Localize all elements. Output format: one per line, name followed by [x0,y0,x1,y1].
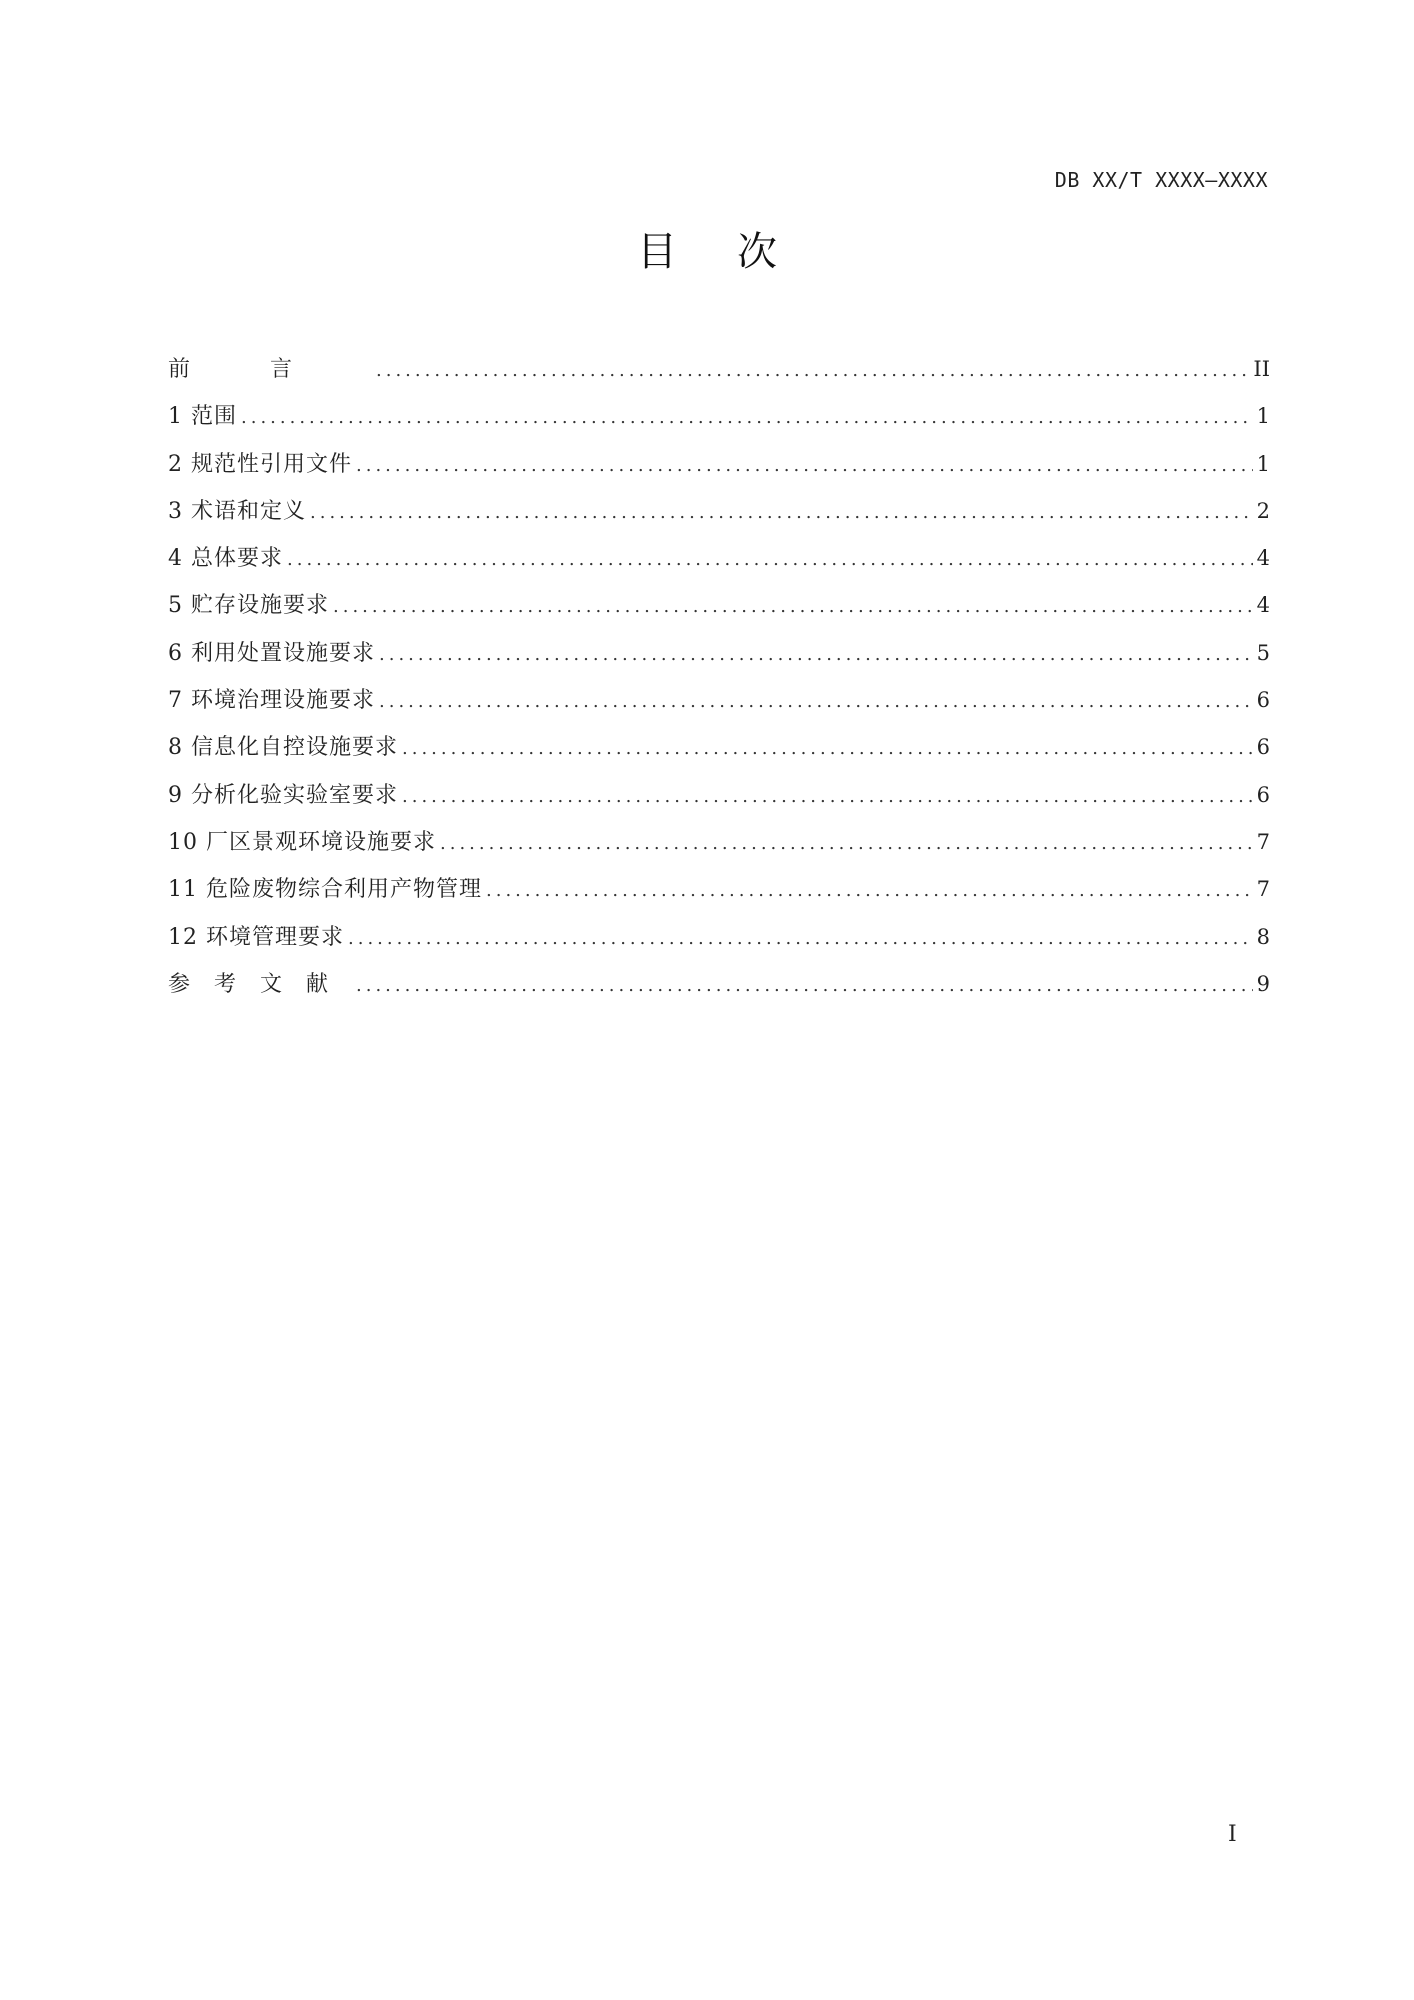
toc-entry-page: 1 [1256,451,1270,476]
toc-entry-page: 4 [1256,593,1270,618]
toc-entry-10[interactable] [168,825,1270,872]
toc-entry-11[interactable] [168,872,1270,919]
toc-entry-page: II [1253,357,1270,381]
toc-leader-dots [379,691,1253,712]
toc-entry-label: 前言 [168,357,373,382]
toc-leader-dots [287,549,1253,570]
toc-entry-label: 7 环境治理设施要求 [168,688,375,714]
toc-leader-dots [402,786,1253,807]
toc-leader-dots [333,596,1253,617]
toc-entry-6[interactable] [168,636,1270,683]
toc-leader-dots [402,738,1253,759]
toc-leader-dots [356,975,1253,996]
toc-leader-dots [440,833,1253,854]
toc-leader-dots [486,880,1253,901]
toc-entry-label: 9 分析化验实验室要求 [168,782,398,808]
toc-entry-page: 6 [1256,688,1270,713]
toc-entry-page: 8 [1256,924,1270,949]
toc-leader-dots [356,455,1253,476]
toc-entry-page: 9 [1256,971,1270,996]
toc-entry-5[interactable] [168,588,1270,635]
toc-entry-label: 参考文献 [168,971,353,997]
toc-entry-8[interactable] [168,730,1270,777]
toc-entry-label: 2 规范性引用文件 [168,451,352,477]
toc-entry-label: 8 信息化自控设施要求 [168,735,398,761]
toc-entry-page: 2 [1256,498,1270,523]
toc-entry-1[interactable] [168,399,1270,446]
toc-leader-dots [379,644,1253,665]
toc-title: 目次 [637,229,837,275]
toc-entry-label: 4 总体要求 [168,546,283,572]
toc-leader-dots [310,502,1253,523]
toc-entry-page: 7 [1256,877,1270,902]
toc-entry-page: 6 [1256,735,1270,760]
toc-entry-label: 5 贮存设施要求 [168,593,329,619]
toc-entry-label: 6 利用处置设施要求 [168,640,375,666]
toc-entry-foreword[interactable] [168,352,1270,399]
toc-entry-page: 5 [1256,640,1270,665]
toc-entry-page: 4 [1256,546,1270,571]
toc-entry-label: 10 厂区景观环境设施要求 [168,829,436,855]
toc-entry-label: 1 范围 [168,404,237,430]
toc-list [168,352,1270,1014]
toc-entry-page: 6 [1256,782,1270,807]
toc-leader-dots [348,928,1253,949]
toc-entry-3[interactable] [168,494,1270,541]
toc-entry-label: 11 危险废物综合利用产物管理 [168,877,482,903]
toc-leader-dots [376,360,1249,381]
toc-entry-label: 12 环境管理要求 [168,924,344,950]
toc-entry-7[interactable] [168,683,1270,730]
toc-entry-12[interactable] [168,920,1270,967]
toc-entry-page: 7 [1256,829,1270,854]
toc-leader-dots [241,407,1253,428]
toc-entry-2[interactable] [168,447,1270,494]
toc-entry-9[interactable] [168,778,1270,825]
toc-entry-references[interactable] [168,967,1270,1014]
toc-entry-label: 3 术语和定义 [168,498,306,524]
toc-entry-page: 1 [1256,404,1270,429]
toc-entry-4[interactable] [168,541,1270,588]
document-code: DB XX/T XXXX—XXXX [1054,168,1268,192]
page-number: I [1228,1822,1237,1847]
